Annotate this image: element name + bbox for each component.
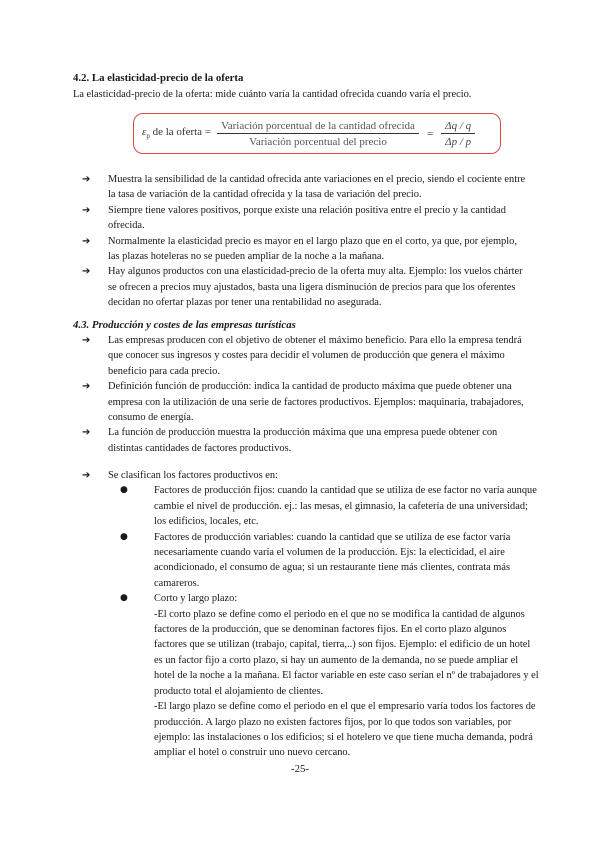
- section-heading-elasticidad: 4.2. La elasticidad-precio de la oferta: [73, 72, 244, 84]
- arrow-icon: ➔: [82, 427, 91, 439]
- list-item: ➔ Hay algunos productos con una elasticidad-precio de la oferta muy alta. Ejemplo: los vuelos chárter se ofrecen a precios muy ajustados, basta una ligera disminución de precios para que los oferentes decidan no ofertar plazas por tener una rentabilidad no asegurada.: [82, 266, 523, 309]
- section-heading-produccion: 4.3. Producción y costes de las empresas turísticas: [73, 319, 296, 331]
- formula-lhs: $\varepsilon_p$ de la oferta =: [142, 126, 212, 141]
- formula-equals: =: [426, 127, 434, 140]
- list-item: ➔ Definición función de producción: indica la cantidad de producto máxima que puede obtener una empresa con la utilización de una serie de factores productivos. Ejemplos: maquinaria, trabajadores, consumo de energía.: [82, 381, 524, 424]
- arrow-icon: ➔: [82, 174, 91, 185]
- list-item: ➔ Siempre tiene valores positivos, porque existe una relación positiva entre el precio y la cantidad ofrecida.: [82, 204, 506, 232]
- list-item: ● Factores de producción fijos: cuando la cantidad que se utiliza de ese factor no varía aunque cambie el nivel de producción. ej.: las mesas, el gimnasio, la cafetería de una universidad; los edificios, locales, etc.: [120, 485, 537, 528]
- produccion-bullet-list: [82, 333, 528, 456]
- list-item: ➔ Se clasifican los factores productivos en: ● Factores de producción fijos: cuando la cantidad que se utiliza de ese factor no varía aunque cambie el nivel de producción. ej.: las mesas, el gimnasio, la cafetería de una universidad; los edificios, locales, etc. ● Factores de producción variables: cuando la cantidad que se utiliza de ese factor varía necesariamente cuando varía el volumen de la producción. Ejs: la electicidad, el aire acondicionado, el consumo de agua; si un restaurante tiene más clientes, contrata más camareros. ● Corto y largo plazo: -El corto plazo se define como el periodo en el que no se modifica la cantidad de algunos factores de la producción, que se denominan factores fijos. En el corto plazo algunos factores que se utilizan (trabajo, capital, tierra,..) son fijos. Ejemplo: el edificio de un hotel es un factor fijo a corto plazo, si hay un aumento de la demanda, no se puede ampliar el hotel de la noche a la mañana. El factor variable en este caso serían el nº de trabajadores y el producto total el alojamiento de clientes. -El largo plazo se define como el periodo en el que el empresario varía todos los factores de producción. A largo plazo no existen factores fijos, por lo que todos son variables, por ejemplo: las instalaciones o los edificios; si el hotelero ve que tiene mucha demanda, podrá ampliar el hotel o construir uno nuevo cercano.: [82, 468, 528, 761]
- list-item: ➔ Las empresas producen con el objetivo de obtener el máximo beneficio. Para ello la empresa tendrá que conocer sus ingresos y costes para decidir el volumen de producción que genera el máximo beneficio para cada precio.: [82, 335, 522, 377]
- corto-plazo-paragraph: -El corto plazo se define como el periodo en el que no se modifica la cantidad de algunos factores de la producción, que se denominan factores fijos. En el corto plazo algunos factores que se utilizan (trabajo, capital, tierra,..) son fijos. Ejemplo: el edificio de un hotel es un factor fijo a corto plazo, si hay un aumento de la demanda, no se puede ampliar el hotel de la noche a la mañana. El factor variable en este caso serían el nº de trabajadores y el producto total el alojamiento de clientes.: [154, 608, 539, 697]
- list-item: ➔ La función de producción muestra la producción máxima que una empresa puede obtener con distintas cantidades de factores productivos.: [82, 427, 498, 454]
- bullet-dot-icon: ●: [120, 485, 128, 496]
- bullet-dot-icon: ●: [120, 531, 128, 542]
- list-item: ➔ Muestra la sensibilidad de la cantidad ofrecida ante variaciones en el precio, siendo el cociente entre la tasa de variación de la cantidad ofrecida y la tasa de variación del precio.: [82, 174, 526, 201]
- factores-sublist: [108, 483, 539, 760]
- formula-fraction-symbols: $\frac{\Delta q / q}{\Delta p / p}$: [441, 120, 475, 148]
- elasticity-formula-box: [133, 113, 501, 154]
- list-item: ● Factores de producción variables: cuando la cantidad que se utiliza de ese factor varía necesariamente cuando varía el volumen de la producción. Ejs: la electicidad, el aire acondicionado, el consumo de agua; si un restaurante tiene más clientes, contrata más camareros.: [120, 531, 511, 589]
- arrow-icon: ➔: [82, 204, 91, 216]
- arrow-icon: ➔: [82, 266, 91, 278]
- elasticidad-bullet-list: [82, 172, 528, 311]
- list-item: ➔ Normalmente la elasticidad precio es mayor en el largo plazo que en el corto, ya que, por ejemplo, las plazas hoteleras no se pueden ampliar de la noche a la mañana.: [82, 235, 517, 263]
- factores-list: [82, 468, 539, 761]
- arrow-icon: ➔: [82, 470, 91, 481]
- arrow-icon: ➔: [82, 381, 91, 393]
- page-number: -25-: [291, 763, 309, 775]
- list-item: ● Corto y largo plazo: -El corto plazo se define como el periodo en el que no se modifica la cantidad de algunos factores de la producción, que se denominan factores fijos. En el corto plazo algunos factores que se utilizan (trabajo, capital, tierra,..) son fijos. Ejemplo: el edificio de un hotel es un factor fijo a corto plazo, si hay un aumento de la demanda, no se puede ampliar el hotel de la noche a la mañana. El factor variable en este caso serían el nº de trabajadores y el producto total el alojamiento de clientes. -El largo plazo se define como el periodo en el que el empresario varía todos los factores de producción. A largo plazo no existen factores fijos, por lo que todos son variables, por ejemplo: las instalaciones o los edificios; si el hotelero ve que tiene mucha demanda, podrá ampliar el hotel o construir uno nuevo cercano.: [120, 591, 540, 760]
- formula-fraction-words: $\frac{\text{Variación porcentual de la cantidad ofrecida}}{\text{Variación porcentual del precio}}$: [217, 120, 419, 148]
- largo-plazo-paragraph: -El largo plazo se define como el periodo en el que el empresario varía todos los factores de producción. A largo plazo no existen factores fijos, por lo que todos son variables, por ejemplo: las instalaciones o los edificios; si el hotelero ve que tiene mucha demanda, podrá ampliar el hotel o construir uno nuevo cercano.: [154, 701, 536, 759]
- bullet-dot-icon: ●: [120, 593, 128, 604]
- intro-paragraph: La elasticidad-precio de la oferta: mide cuánto varía la cantidad ofrecida cuando varía el precio.: [73, 89, 472, 100]
- arrow-icon: ➔: [82, 235, 91, 247]
- arrow-icon: ➔: [82, 335, 91, 346]
